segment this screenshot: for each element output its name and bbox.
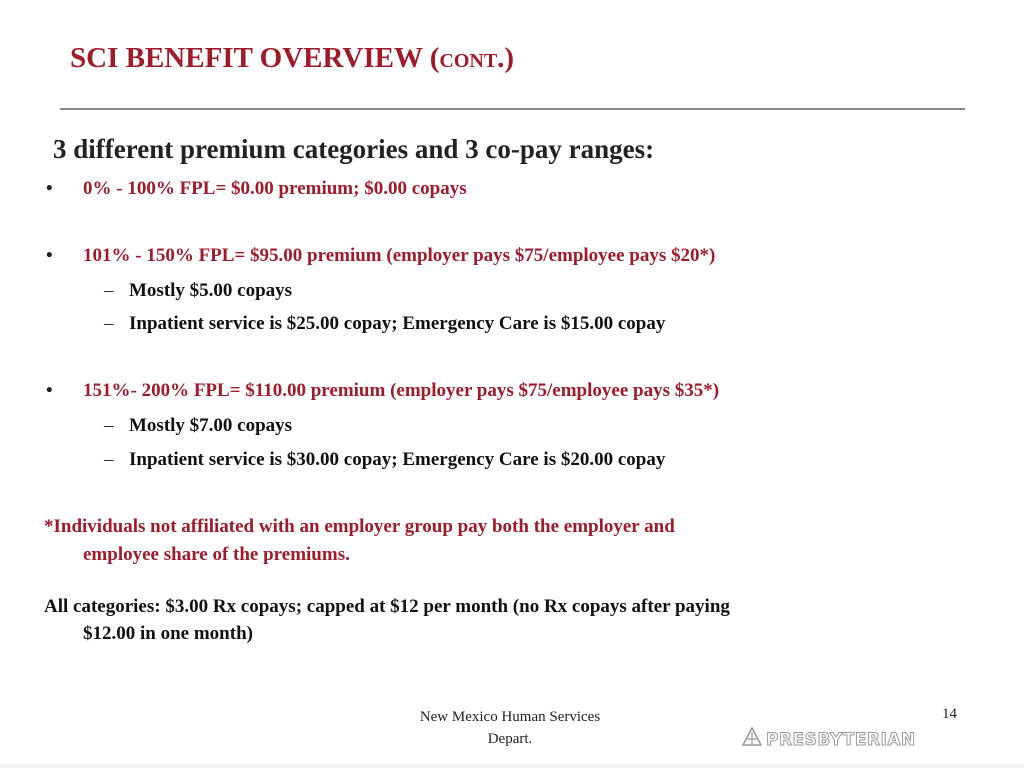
tier3-sub1: Mostly $7.00 copays bbox=[129, 415, 293, 436]
bottom-bar bbox=[0, 764, 1024, 768]
footer-org-line1: New Mexico Human Services bbox=[419, 709, 601, 725]
page-number: 14 bbox=[942, 706, 957, 722]
dash-marker: – bbox=[104, 280, 114, 301]
bullet-marker: • bbox=[46, 245, 53, 266]
presbyterian-logo bbox=[742, 727, 916, 752]
title-close: ) bbox=[504, 42, 515, 74]
subheading: 3 different premium categories and 3 co-pay ranges: bbox=[53, 134, 655, 164]
footnote-line1: *Individuals not affiliated with an employer group pay both the employer and bbox=[44, 516, 675, 537]
tier1-text: 0% - 100% FPL= $0.00 premium; $0.00 copays bbox=[83, 178, 467, 199]
footnote-line2: employee share of the premiums. bbox=[83, 544, 350, 565]
tier2-sub2: Inpatient service is $25.00 copay; Emergency Care is $15.00 copay bbox=[129, 313, 666, 334]
title-cont: cont. bbox=[439, 42, 505, 74]
dash-marker: – bbox=[104, 313, 114, 334]
tier3-sub2: Inpatient service is $30.00 copay; Emergency Care is $20.00 copay bbox=[129, 449, 666, 470]
title-main: SCI BENEFIT OVERVIEW ( bbox=[70, 42, 440, 74]
all-categories-line1: All categories: $3.00 Rx copays; capped at $12 per month (no Rx copays after paying bbox=[44, 596, 730, 617]
title-divider bbox=[60, 108, 965, 110]
tier3-text: 151%- 200% FPL= $110.00 premium (employer pays $75/employee pays $35*) bbox=[83, 380, 720, 401]
footer-organization bbox=[380, 706, 640, 750]
tier2-text: 101% - 150% FPL= $95.00 premium (employer pays $75/employee pays $20*) bbox=[83, 245, 716, 266]
dash-marker: – bbox=[104, 449, 114, 470]
presbyterian-logo-icon bbox=[742, 727, 762, 752]
bullet-marker: • bbox=[46, 178, 53, 199]
tier2-sub1: Mostly $5.00 copays bbox=[129, 280, 293, 301]
all-categories-line2: $12.00 in one month) bbox=[83, 623, 253, 644]
dash-marker: – bbox=[104, 415, 114, 436]
footer-org-line2: Depart. bbox=[487, 731, 533, 747]
logo-text: PRESBYTERIAN bbox=[766, 729, 916, 750]
bullet-marker: • bbox=[46, 380, 53, 401]
slide-title bbox=[70, 42, 514, 75]
